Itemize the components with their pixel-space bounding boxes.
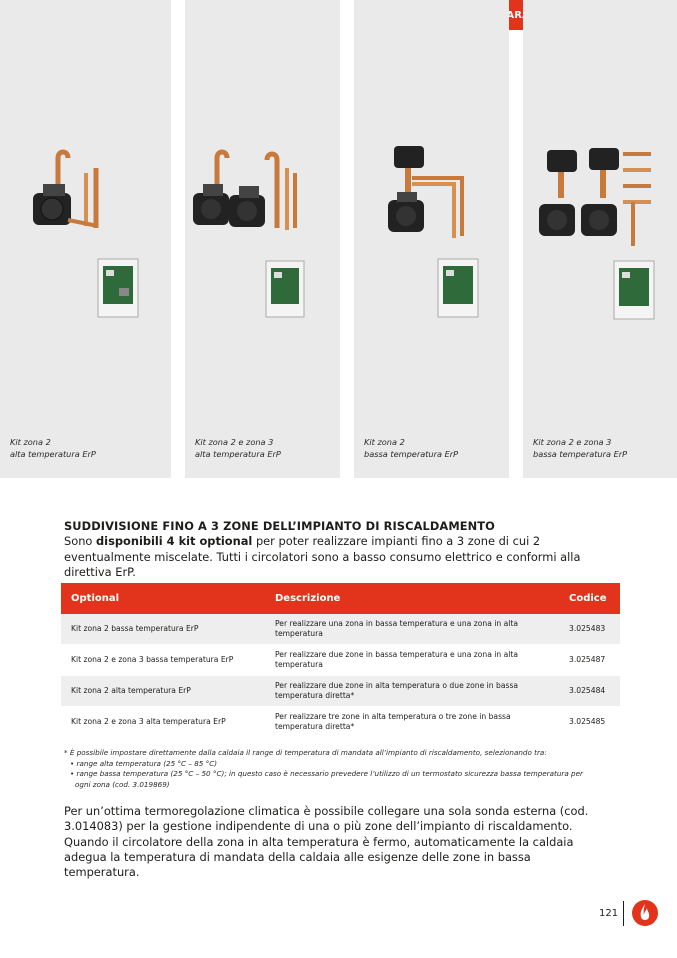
footer-divider — [623, 901, 624, 926]
cell-optional: Kit zona 2 alta temperatura ErP — [61, 676, 265, 707]
kit-caption — [10, 436, 96, 460]
footnote-line: • range bassa temperatura (25 °C – 50 °C); in questo caso è necessario prevedere l’utilizzo di un termostato sicurezza bassa temperatura per — [70, 769, 583, 779]
column-header-codice: Codice — [559, 583, 620, 614]
cell-optional: Kit zona 2 e zona 3 alta temperatura ErP — [61, 707, 265, 738]
footnote-line: * È possibile impostare direttamente dalla caldaia il range di temperatura di mandata all’impianto di riscaldamento, selezionando tra: — [64, 748, 547, 757]
kit-caption-line1: Kit zona 2 — [10, 437, 51, 447]
kit-caption-line2: alta temperatura ErP — [195, 449, 281, 459]
cell-descrizione: Per realizzare due zone in bassa temperatura e una zona in alta temperatura — [265, 645, 559, 676]
kit-panel-4 — [523, 0, 677, 478]
control-box-image — [265, 260, 305, 318]
footnote — [64, 748, 624, 790]
intro-text: per poter realizzare impianti fino a 3 zone di cui 2 eventualmente miscelate. Tutti i circolatori sono a basso consumo elettrico e conformi alla direttiva ErP. — [64, 534, 581, 579]
table-row — [61, 614, 620, 645]
kit-caption — [195, 436, 281, 460]
kit-panel-2 — [185, 0, 340, 478]
cell-codice: 3.025485 — [559, 707, 620, 738]
cell-descrizione: Per realizzare tre zone in alta temperatura o tre zone in bassa temperatura diretta* — [265, 707, 559, 738]
kit-caption-line1: Kit zona 2 e zona 3 — [195, 437, 274, 447]
column-header-optional: Optional — [61, 583, 265, 614]
kit-caption-line1: Kit zona 2 — [364, 437, 405, 447]
table-header-row — [61, 583, 620, 614]
kit-caption — [533, 436, 627, 460]
control-box-image — [437, 258, 479, 318]
table-row — [61, 707, 620, 738]
cell-descrizione: Per realizzare una zona in bassa temperatura e una zona in alta temperatura — [265, 614, 559, 645]
intro-text: Sono — [64, 534, 97, 548]
control-box-image — [97, 258, 139, 318]
footnote-line: • range alta temperatura (25 °C – 85 °C) — [70, 758, 218, 768]
footnote-line: ogni zona (cod. 3.019869) — [75, 779, 170, 789]
cell-descrizione: Per realizzare due zone in alta temperatura o due zone in bassa temperatura diretta* — [265, 676, 559, 707]
cell-optional: Kit zona 2 e zona 3 bassa temperatura ErP — [61, 645, 265, 676]
table-row — [61, 676, 620, 707]
kit-caption — [364, 436, 458, 460]
intro-bold-text: disponibili 4 kit optional — [96, 534, 253, 548]
cell-optional: Kit zona 2 bassa temperatura ErP — [61, 614, 265, 645]
cell-codice: 3.025484 — [559, 676, 620, 707]
pump-kit-image — [191, 148, 306, 248]
intro-paragraph — [64, 534, 604, 581]
kit-caption-line2: bassa temperatura ErP — [364, 449, 459, 459]
kit-caption-line2: alta temperatura ErP — [10, 449, 96, 459]
control-box-image — [613, 260, 655, 320]
pump-kit-image — [28, 148, 123, 248]
flame-logo-icon — [631, 899, 659, 927]
page-number: 121 — [599, 908, 619, 919]
kit-caption-line2: bassa temperatura ErP — [533, 449, 628, 459]
column-header-descrizione: Descrizione — [265, 583, 559, 614]
kit-panel-1 — [0, 0, 171, 478]
optional-table — [61, 583, 620, 738]
pump-kit-image — [382, 142, 477, 252]
table-row — [61, 645, 620, 676]
cell-codice: 3.025483 — [559, 614, 620, 645]
kit-panel-3 — [354, 0, 509, 478]
pump-kit-image — [533, 142, 658, 257]
closing-paragraph: Per un’ottima termoregolazione climatica è possibile collegare una sola sonda esterna (cod. 3.014083) per la gestione indipendente di una o più zone dell’impianto di riscaldamento. Quando il circolatore della zona in alta temperatura è fermo, automaticamente la caldaia adegua la temperatura di mandata della caldaia alle esigenze delle zone in bassa temperatura. — [64, 804, 589, 880]
section-heading: SUDDIVISIONE FINO A 3 ZONE DELL’IMPIANTO DI RISCALDAMENTO — [64, 519, 495, 533]
cell-codice: 3.025487 — [559, 645, 620, 676]
kit-caption-line1: Kit zona 2 e zona 3 — [533, 437, 612, 447]
